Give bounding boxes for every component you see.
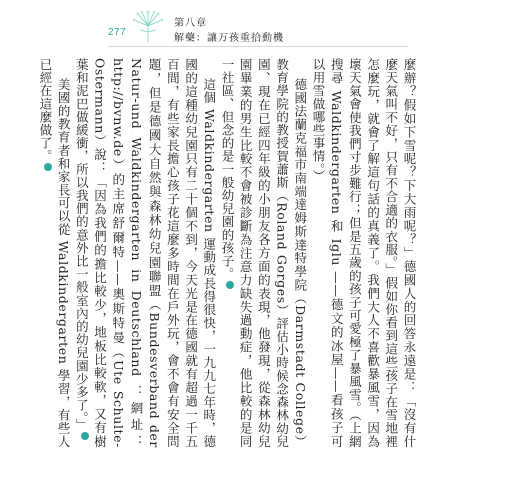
chapter-title: 解藥：讓万孩重拾動機	[174, 33, 284, 44]
leaf-mark-icon	[44, 163, 52, 171]
flower-sprig-icon	[128, 10, 168, 44]
page-number: 277	[108, 27, 127, 38]
body-text	[36, 58, 418, 448]
leaf-mark-icon	[226, 281, 234, 289]
leaf-mark-icon	[81, 432, 89, 440]
paragraph: 麼辦？假如下雪呢？下大雨呢？」德國人的回答永遠是：「沒有什麼天氣叫不好，只有不合適的衣服。」假如你看到這些孩子在雪地裡怎麼玩，就會了解這句話的真義了。我們大人不喜歡暴風雪，因為壞天氣會使我們寸步難行；但是五歲的孩子可愛極了暴風雪。（上網搜尋 Waldkindergarten 和 Iglu ——德文的冰屋——看孩子可以用雪做哪些事情。）	[310, 58, 417, 448]
paragraph	[72, 58, 218, 448]
paragraph	[36, 58, 72, 448]
paragraph-text: 德國法蘭克福市南端達姆斯達特學院（Darmstadt College）教育學院的教授賀蕭斯（Roland Gorges）評估小時候念森林幼兒園、現在已經四年級的小朋友各方面的表現，他發現，從森林幼兒園畢業的男生比較不會被診斷為注意力缺失過動症，他比較的是同一社區、但念的是一般幼兒園的孩子。	[219, 58, 308, 448]
paragraph	[218, 58, 309, 448]
chapter-label: 第八章	[174, 18, 207, 29]
paragraph-text: 這個 Waldkindergarten 運動成長得很快，一九九七年時，德國的這種幼兒園只有二十個不到，今天光是在德國就有超過一千五百間，有些家長擔心孩子花這麼多時間在戶外玩，會不會有安全問題，但是德國大自然與森林幼兒園聯盟（Bundesverband der Natur-und Waldkindergarten in Deutschland ：網址：http://bvnw.de）的主席舒爾特——奧斯特曼（Ute Schulte-Ostermann）說：「因為我們的擔比較少，地板比較軟，又有樹葉和泥巴做緩衝，所以我們的意外比一般室內的幼兒園少多了。」	[74, 58, 217, 448]
header-divider	[108, 46, 408, 47]
paragraph-text: 美國的教育者和家長可以從 Waldkindergarten 學習，有些人已經在這麼做了。	[37, 58, 72, 448]
